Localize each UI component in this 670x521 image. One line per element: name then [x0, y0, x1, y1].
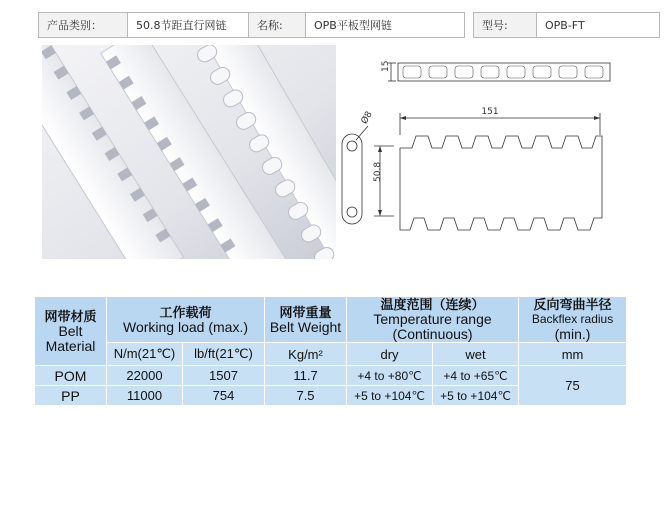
product-photo: [42, 45, 336, 259]
row-temp-wet: +4 to +65℃: [433, 366, 519, 386]
dim-width-label: 151: [481, 107, 499, 117]
model-value: OPB-FT: [537, 13, 660, 38]
spec-unit-row: [35, 343, 627, 366]
info-spacer: [465, 13, 474, 38]
row-radius: 75: [519, 366, 627, 406]
spec-table: [34, 296, 627, 406]
row-weight: 7.5: [265, 386, 347, 406]
unit-weight: Kg/m²: [265, 343, 347, 366]
row-material: POM: [35, 366, 107, 386]
header-temperature: [347, 297, 519, 343]
model-label: 型号:: [474, 13, 537, 38]
header-material-cn: 网带材质: [44, 308, 97, 324]
row-load-lb: 1507: [183, 366, 265, 386]
technical-drawing: [340, 40, 632, 262]
side-view: [381, 61, 610, 81]
header-material-en1: Belt: [58, 322, 83, 339]
header-radius-cn: 反向弯曲半径: [533, 297, 612, 312]
unit-load-lb: lb/ft(21℃): [183, 343, 265, 366]
header-load: [107, 297, 265, 343]
header-material: [35, 297, 107, 366]
header-temp-cn: 温度范围（连续）: [380, 297, 485, 312]
header-weight: [265, 297, 347, 343]
row-weight: 11.7: [265, 366, 347, 386]
dim-pitch-label: 50.8: [373, 161, 383, 182]
row-temp-dry: +5 to +104℃: [347, 386, 433, 406]
spec-header-row: [35, 297, 627, 343]
row-load-n: 11000: [107, 386, 183, 406]
belt-photo-illustration: [42, 45, 336, 259]
row-material: PP: [35, 386, 107, 406]
header-radius: [519, 297, 627, 343]
header-radius-en1: Backflex radius: [531, 312, 614, 326]
row-load-n: 22000: [107, 366, 183, 386]
category-value: 50.8节距直行网链: [128, 13, 249, 38]
dim-height-label: 15: [381, 60, 391, 72]
name-value: OPB平板型网链: [306, 13, 465, 38]
product-info-row: [39, 13, 660, 38]
unit-wet: wet: [433, 343, 519, 366]
header-material-en2: Material: [45, 337, 96, 354]
row-temp-wet: +5 to +104℃: [433, 386, 519, 406]
pitch-dimension: [373, 146, 394, 216]
header-weight-cn: 网带重量: [279, 304, 332, 320]
category-label: 产品类别：: [39, 13, 128, 38]
dim-diameter-label: Ø8: [359, 109, 375, 126]
header-temp-en1: Temperature range: [373, 311, 492, 327]
link-side-view: [342, 109, 375, 224]
header-radius-en2: (min.): [554, 326, 591, 342]
top-view: [400, 136, 602, 230]
product-info-table: [38, 12, 660, 38]
header-weight-en: Belt Weight: [269, 318, 342, 335]
unit-load-n: N/m(21℃): [107, 343, 183, 366]
name-label: 名称:: [249, 13, 306, 38]
unit-dry: dry: [347, 343, 433, 366]
row-temp-dry: +4 to +80℃: [347, 366, 433, 386]
header-load-cn: 工作载荷: [159, 304, 212, 320]
header-temp-en2: (Continuous): [392, 326, 473, 342]
row-load-lb: 754: [183, 386, 265, 406]
table-row: [35, 366, 627, 386]
unit-radius: mm: [519, 343, 627, 366]
header-load-en: Working load (max.): [123, 318, 249, 335]
width-dimension: [400, 107, 600, 135]
